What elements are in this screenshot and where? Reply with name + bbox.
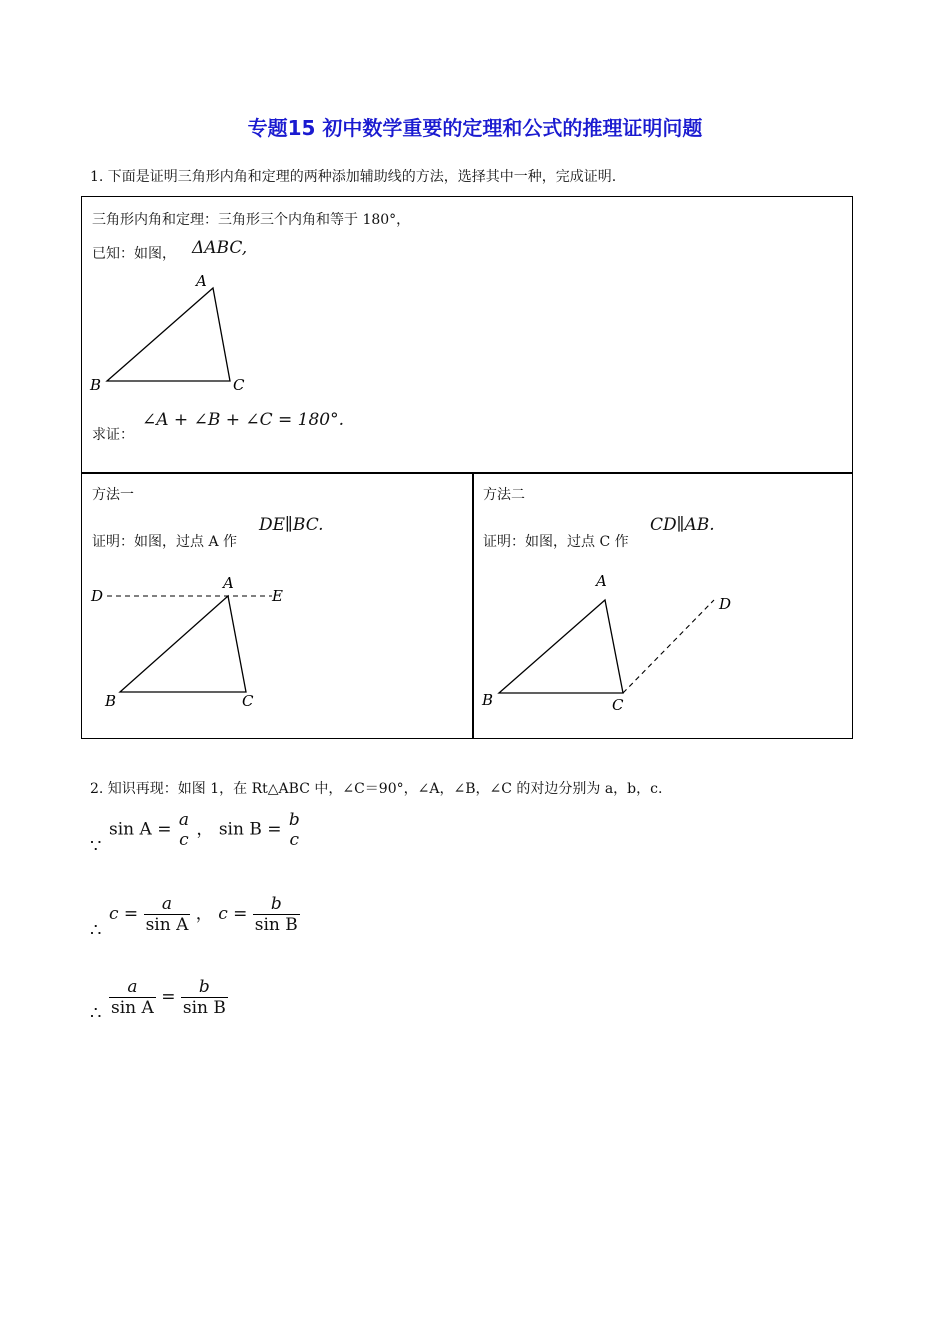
triangle-abc — [107, 288, 230, 381]
prove-label: 求证： — [92, 427, 134, 443]
therefore-symbol-2: ∴ — [90, 1003, 102, 1024]
fraction-a-over-sin-a: $\frac{a}{\text{sin A}}$ — [145, 894, 189, 935]
label-a: A — [223, 574, 234, 592]
given-label: 已知：如图， — [92, 246, 176, 262]
equals-sign: = — [161, 987, 176, 1007]
label-b: B — [105, 692, 117, 710]
sine-definitions — [109, 810, 302, 850]
method-one-proof-math: DE∥BC. — [259, 515, 324, 535]
triangle-figure-main — [84, 266, 264, 398]
method-two-title: 方法二 — [483, 487, 525, 503]
sin-a-lhs: sin A = — [109, 819, 172, 840]
method-two-proof-math: CD∥AB. — [650, 515, 715, 535]
method-one-title: 方法一 — [92, 487, 134, 503]
theorem-text: 三角形内角和定理：三角形三个内角和等于 180°， — [92, 212, 411, 228]
triangle-figure-method-two — [476, 568, 746, 716]
fraction-a-over-sin-a: $\frac{a}{\text{sin A}}$ — [111, 977, 154, 1018]
label-c: C — [242, 692, 254, 710]
label-a: A — [196, 272, 207, 290]
therefore-symbol-1: ∴ — [90, 920, 102, 941]
triangle-abc — [499, 600, 623, 693]
question-2-text: 2. 知识再现：如图 1，在 Rt△ABC 中，∠C＝90°，∠A，∠B，∠C 的对边分别为 a，b，c. — [90, 781, 663, 797]
c-lhs-1: c = — [109, 904, 139, 924]
fraction-b-over-sin-b: $\frac{b}{\text{sin B}}$ — [182, 977, 226, 1018]
label-a: A — [596, 572, 607, 590]
label-d: D — [91, 587, 104, 605]
because-symbol: ∵ — [90, 836, 102, 857]
separator: ， — [195, 904, 213, 924]
label-c: C — [233, 376, 245, 394]
label-b: B — [482, 691, 494, 709]
label-e: E — [272, 587, 283, 605]
c-lhs-2: c = — [218, 904, 248, 924]
label-b: B — [90, 376, 102, 394]
line-cd-dashed — [623, 600, 714, 693]
method-one-proof-label: 证明：如图，过点 A 作 — [92, 534, 238, 550]
law-of-sines — [109, 977, 228, 1018]
question-1-text: 1. 下面是证明三角形内角和定理的两种添加辅助线的方法，选择其中一种，完成证明. — [90, 169, 617, 185]
triangle-figure-method-one — [84, 568, 294, 716]
fraction-a-over-c: a c — [178, 810, 189, 850]
prove-math: ∠A + ∠B + ∠C = 180°. — [142, 410, 345, 430]
label-c: C — [612, 696, 624, 714]
triangle-abc — [120, 596, 246, 692]
fraction-b-over-c: b c — [288, 810, 300, 850]
fraction-b-over-sin-b: $\frac{b}{\text{sin B}}$ — [254, 894, 298, 935]
label-d: D — [719, 595, 732, 613]
page-title: 专题15 初中数学重要的定理和公式的推理证明问题 — [247, 116, 703, 140]
method-two-proof-label: 证明：如图，过点 C 作 — [483, 534, 629, 550]
sin-b-lhs: sin B = — [218, 819, 282, 840]
separator: ， — [196, 819, 214, 840]
c-expressions — [109, 894, 300, 935]
given-math: ΔABC, — [192, 238, 248, 258]
